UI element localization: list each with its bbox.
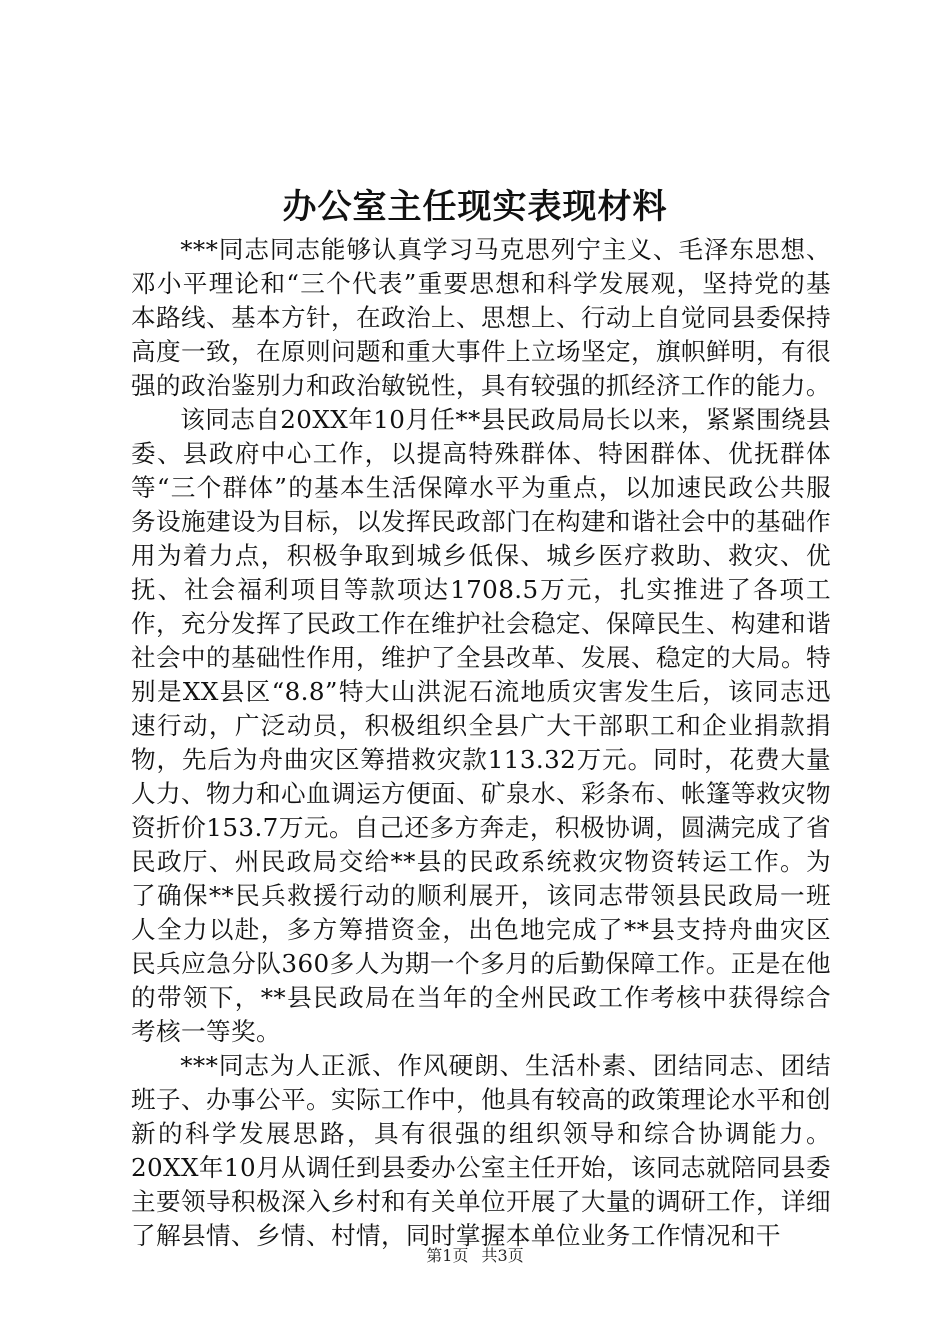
paragraph: 该同志自20XX年10月任**县民政局局长以来，紧紧围绕县委、县政府中心工作，以提高特殊群体、特困群体、优抚群体等“三个群体”的基本生活保障水平为重点，以加速民政公共服务设施建设为目标，以发挥民政部门在构建和谐社会中的基础作用为着力点，积极争取到城乡低保、城乡医疗救助、救灾、优抚、社会福利项目等款项达1708.5万元，扎实推进了各项工作，充分发挥了民政工作在维护社会稳定、保障民生、构建和谐社会中的基础性作用，维护了全县改革、发展、稳定的大局。特别是XX县区“8.8”特大山洪泥石流地质灾害发生后，该同志迅速行动，广泛动员，积极组织全县广大干部职工和企业捐款捐物，先后为舟曲灾区筹措救灾款113.32万元。同时，花费大量人力、物力和心血调运方便面、矿泉水、彩条布、帐篷等救灾物资折价153.7万元。自己还多方奔走，积极协调，圆满完成了省民政厅、州民政局交给**县的民政系统救灾物资转运工作。为了确保**民兵救援行动的顺利展开，该同志带领县民政局一班人全力以赴，多方筹措资金，出色地完成了**县支持舟曲灾区民兵应急分队360多人为期一个多月的后勤保障工作。正是在他的带领下，**县民政局在当年的全州民政工作考核中获得综合考核一等奖。 bbox=[131, 405, 831, 1046]
page-total: 共3页 bbox=[481, 1246, 524, 1265]
page-footer bbox=[0, 1245, 950, 1267]
paragraph: ***同志为人正派、作风硬朗、生活朴素、团结同志、团结班子、办事公平。实际工作中，他具有较高的政策理论水平和创新的科学发展思路，具有很强的组织领导和综合协调能力。20XX年10月从调任到县委办公室主任开始，该同志就陪同县委主要领导积极深入乡村和有关单位开展了大量的调研工作，详细了解县情、乡情、村情，同时掌握本单位业务工作情况和干 bbox=[131, 1051, 831, 1250]
document-body bbox=[131, 233, 831, 1253]
page-number: 第1页 bbox=[426, 1246, 469, 1265]
paragraph: ***同志同志能够认真学习马克思列宁主义、毛泽东思想、邓小平理论和“三个代表”重要思想和科学发展观，坚持党的基本路线、基本方针，在政治上、思想上、行动上自觉同县委保持高度一致，在原则问题和重大事件上立场坚定，旗帜鲜明，有很强的政治鉴别力和政治敏锐性，具有较强的抓经济工作的能力。 bbox=[131, 235, 831, 400]
document-title: 办公室主任现实表现材料 bbox=[282, 187, 668, 227]
